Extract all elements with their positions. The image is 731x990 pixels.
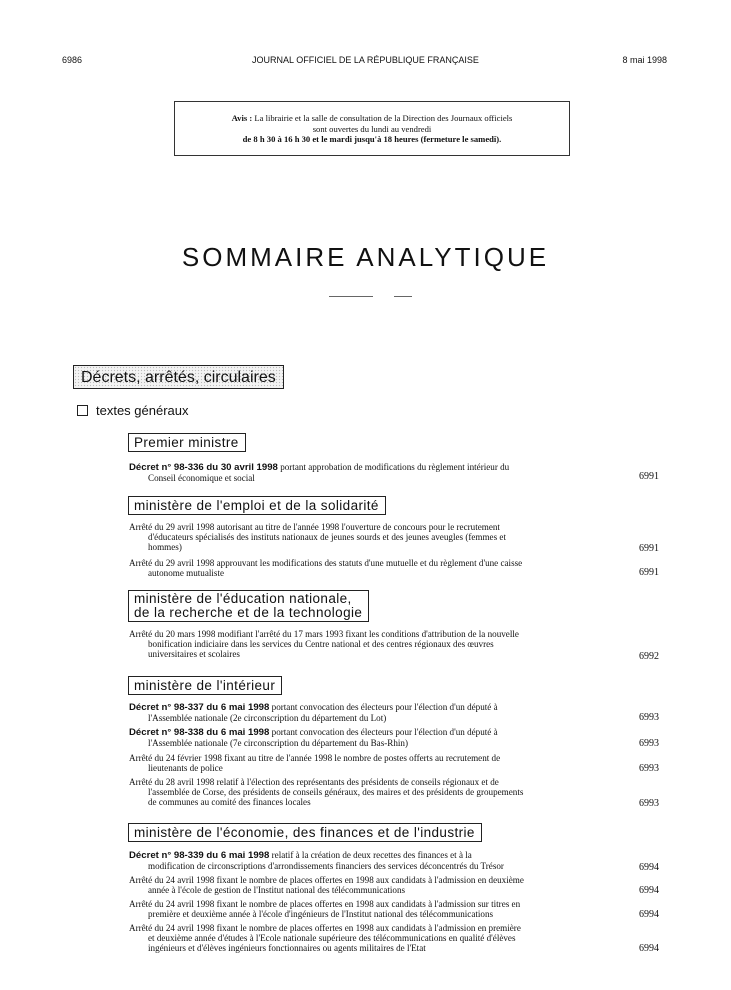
list-item: Arrêté du 29 avril 1998 approuvant les modifications des statuts d'une mutuelle et du règlement d'une caisse autonome mutualiste [129, 558, 523, 578]
list-item: Arrêté du 24 avril 1998 fixant le nombre de places offertes en 1998 aux candidats à l'admission en première et deuxième année d'études à l'Ecole nationale supérieure des télécommunications en qualité d'élèves ingénieurs et d'élèves ingénieurs fonctionnaires ou agents militaires de l'Etat [129, 923, 521, 953]
list-item: Décret n° 98-339 du 6 mai 1998 relatif à la création de deux recettes des finances et à la modification de circonscriptions d'arrondissements financiers des services déconcentrés du Trésor [129, 850, 504, 871]
ministry-education-nationale: ministère de l'éducation nationale, de la recherche et de la technologie [128, 590, 369, 622]
list-item: Arrêté du 24 avril 1998 fixant le nombre de places offertes en 1998 aux candidats à l'admission sur titres en première et deuxième année à l'école d'ingénieurs de l'Institut national des télécommunications [129, 899, 521, 919]
page-ref: 6994 [639, 885, 659, 896]
subsection-label: textes généraux [96, 403, 189, 418]
ministry-premier-ministre: Premier ministre [128, 433, 246, 452]
list-item: Arrêté du 29 avril 1998 autorisant au titre de l'année 1998 l'ouverture de concours pour le recrutement d'éducateurs spécialisés des instituts nationaux de jeunes sourds et des jeunes aveugles (femmes et hommes) [129, 522, 506, 552]
notice-line-1: La librairie et la salle de consultation de la Direction des Journaux officiels [254, 113, 513, 123]
ministry-interieur: ministère de l'intérieur [128, 676, 282, 695]
page-ref: 6993 [639, 712, 659, 723]
page-ref: 6993 [639, 738, 659, 749]
page-title: SOMMAIRE ANALYTIQUE [181, 242, 550, 272]
list-item: Décret n° 98-338 du 6 mai 1998 portant convocation des électeurs pour l'élection d'un député à l'Assemblée nationale (7e circonscription du département du Bas-Rhin) [129, 727, 498, 748]
page-ref: 6992 [639, 651, 659, 662]
title-rule-short [394, 296, 412, 297]
notice-box [174, 101, 570, 156]
page-ref: 6991 [639, 471, 659, 482]
list-item: Arrêté du 20 mars 1998 modifiant l'arrêté du 17 mars 1993 fixant les conditions d'attribution de la nouvelle bonification indiciaire dans les services du Centre national et des centres régionaux des œuvres universitaires et scolaires [129, 629, 519, 659]
subsection-heading [77, 403, 189, 418]
list-item: Arrêté du 28 avril 1998 relatif à l'élection des représentants des présidents de conseils régionaux et de l'assemblée de Corse, des présidents de conseils généraux, des maires et des présidents de groupements de communes au comité des finances locales [129, 777, 524, 807]
ministry-emploi-solidarite: ministère de l'emploi et de la solidarité [128, 496, 386, 515]
list-item: Décret n° 98-336 du 30 avril 1998 portant approbation de modifications du règlement intérieur du Conseil économique et social [129, 462, 510, 483]
notice-line-3: de 8 h 30 à 16 h 30 et le mardi jusqu'à 18 heures (fermeture le samedi). [242, 134, 502, 144]
list-item: Décret n° 98-337 du 6 mai 1998 portant convocation des électeurs pour l'élection d'un député à l'Assemblée nationale (2e circonscription du département du Lot) [129, 702, 498, 723]
journal-title: JOURNAL OFFICIEL DE LA RÉPUBLIQUE FRANÇAISE [252, 55, 479, 65]
list-item: Arrêté du 24 avril 1998 fixant le nombre de places offertes en 1998 aux candidats à l'admission en deuxième année à l'école de gestion de l'Institut national des télécommunications [129, 875, 524, 895]
page-ref: 6993 [639, 763, 659, 774]
issue-date: 8 mai 1998 [622, 55, 667, 65]
list-item: Arrêté du 24 février 1998 fixant au titre de l'année 1998 le nombre de postes offerts au recrutement de lieutenants de police [129, 753, 501, 773]
ministry-economie-finances: ministère de l'économie, des finances et de l'industrie [128, 823, 482, 842]
page-ref: 6991 [639, 543, 659, 554]
page-ref: 6994 [639, 943, 659, 954]
section-heading: Décrets, arrêtés, circulaires [73, 365, 284, 389]
page-ref: 6994 [639, 909, 659, 920]
page-ref: 6991 [639, 567, 659, 578]
page-number: 6986 [62, 55, 83, 65]
page-ref: 6993 [639, 798, 659, 809]
checkbox-icon [77, 405, 88, 416]
notice-label: Avis : [231, 113, 253, 123]
notice-line-2: sont ouvertes du lundi au vendredi [312, 123, 432, 134]
page-ref: 6994 [639, 862, 659, 873]
title-rule [329, 296, 373, 297]
